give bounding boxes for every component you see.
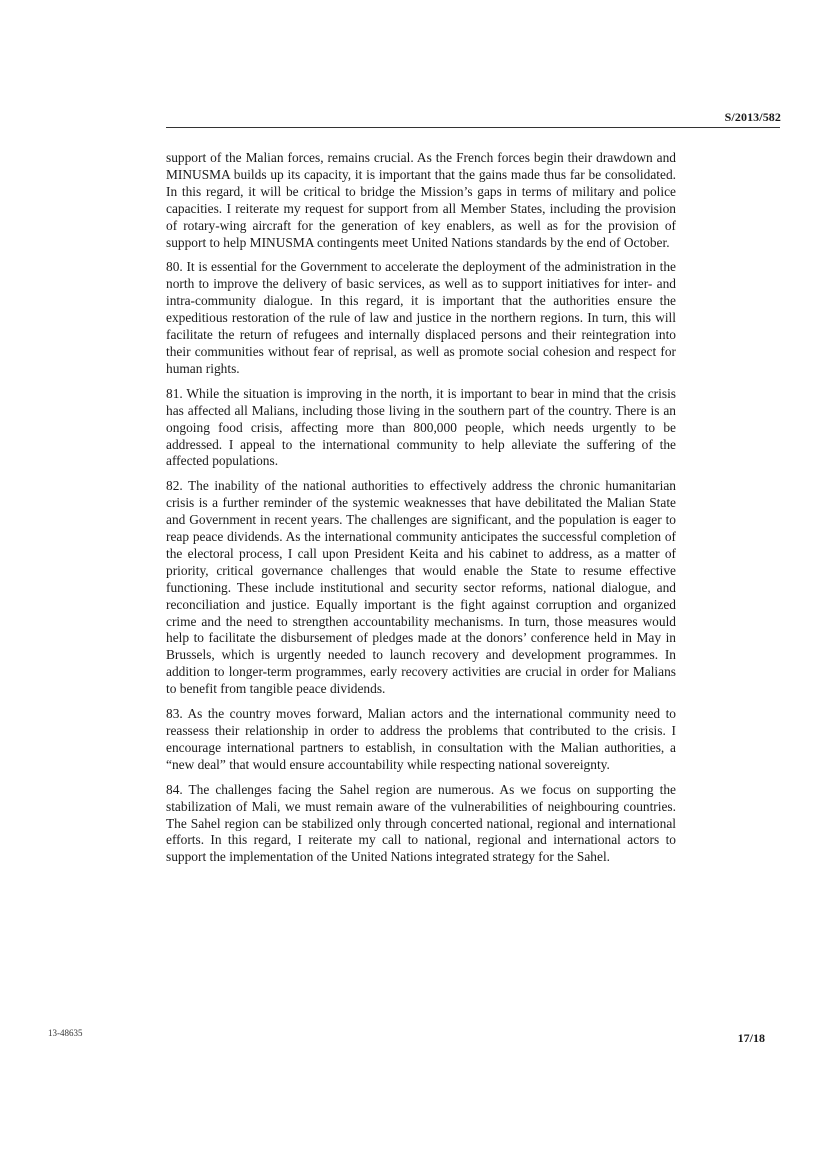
document-body <box>166 150 676 874</box>
paragraph-83: 83. As the country moves forward, Malian actors and the international community need to reassess their relationship in order to address the problems that contributed to the crisis. I encourage international partners to establish, in consultation with the Malian authorities, a “new deal” that would ensure accountability while respecting national sovereignty. <box>166 706 676 772</box>
document-symbol: S/2013/582 <box>724 110 781 124</box>
paragraph-continuation: support of the Malian forces, remains crucial. As the French forces begin their drawdown and MINUSMA builds up its capacity, it is important that the gains made thus far be consolidated. In this regard, it will be critical to bridge the Mission’s gaps in terms of military and police capacities. I reiterate my request for support from all Member States, including the provision of rotary-wing aircraft for the generation of key enablers, as well as for the provision of support to help MINUSMA contingents meet United Nations standards by the end of October. <box>166 150 676 250</box>
paragraph-80: 80. It is essential for the Government to accelerate the deployment of the administration in the north to improve the delivery of basic services, as well as to support initiatives for inter- and intra-community dialogue. In this regard, it is important that the authorities ensure the expeditious restoration of the rule of law and justice in the northern regions. In turn, this will facilitate the return of refugees and internally displaced persons and their reintegration into their communities without fear of reprisal, as well as promote social cohesion and respect for human rights. <box>166 259 676 376</box>
paragraph-81: 81. While the situation is improving in the north, it is important to bear in mind that the crisis has affected all Malians, including those living in the southern part of the country. There is an ongoing food crisis, affecting more than 800,000 people, which needs urgently to be addressed. I appeal to the international community to help alleviate the suffering of the affected populations. <box>166 385 676 469</box>
job-number: 13-48635 <box>48 1028 83 1038</box>
paragraph-82: 82. The inability of the national authorities to effectively address the chronic humanitarian crisis is a further reminder of the systemic weaknesses that have debilitated the Malian State and Government in recent years. The challenges are significant, and the population is eager to reap peace dividends. As the international community anticipates the successful completion of the electoral process, I call upon President Keita and his cabinet to address, as a matter of priority, critical governance challenges that would enable the State to resume effective functioning. These include institutional and security sector reforms, national dialogue, and reconciliation and justice. Equally important is the fight against corruption and organized crime and the need to strengthen accountability mechanisms. In turn, those measures would help to facilitate the disbursement of pledges made at the donors’ conference held in May in Brussels, which is urgently needed to launch recovery and development programmes. In addition to longer-term programmes, early recovery activities are crucial in order for Malians to benefit from tangible peace dividends. <box>166 478 676 697</box>
page-number: 17/18 <box>737 1031 765 1045</box>
paragraph-84: 84. The challenges facing the Sahel region are numerous. As we focus on supporting the stabilization of Mali, we must remain aware of the vulnerabilities of neighbouring countries. The Sahel region can be stabilized only through concerted national, regional and international efforts. In this regard, I reiterate my call to national, regional and international actors to support the implementation of the United Nations integrated strategy for the Sahel. <box>166 781 676 865</box>
header-rule <box>166 127 780 128</box>
